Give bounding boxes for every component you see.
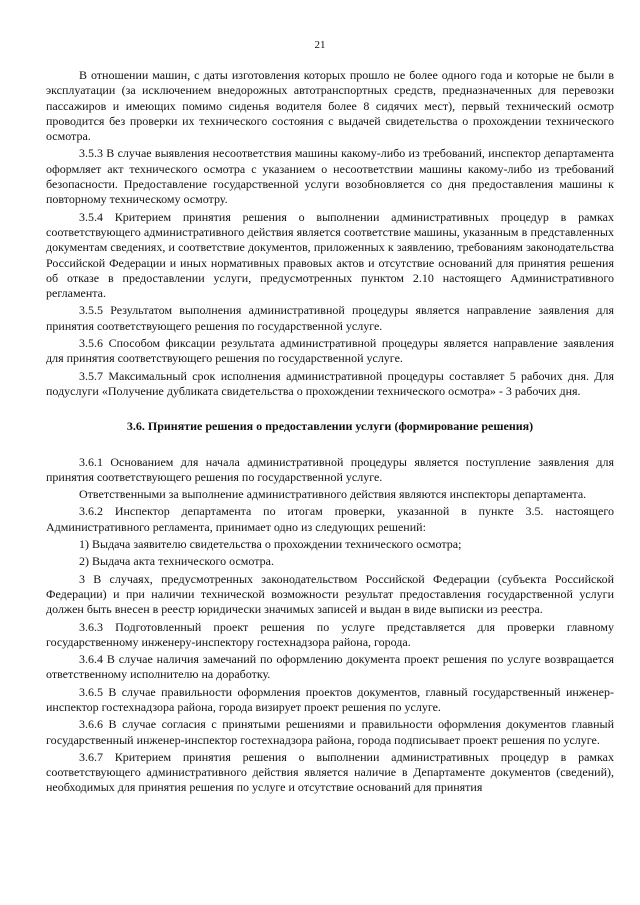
section-heading: 3.6. Принятие решения о предоставлении услуги (формирование решения) xyxy=(126,419,534,434)
paragraph-3-6-7: 3.6.7 Критерием принятия решения о выполнении административных процедур в рамках соответствующего административного действия является наличие в Департаменте документов (сведений), необходимых для принятия решения по услуге и отсутствие оснований для принятия xyxy=(46,749,614,795)
paragraph-3-6-2: 3.6.2 Инспектор департамента по итогам проверки, указанной в пункте 3.5. настоящего Административного регламента, принимает одно из следующих решений: xyxy=(46,504,614,534)
paragraph-3-5-4: 3.5.4 Критерием принятия решения о выполнении административных процедур в рамках соответствующего административного действия является соответствие машины, указанным в представленных документам сведениях, и соответствие документов, приложенных к заявлению, требованиям законодательства Российской Федерации и иных нормативных правовых актов и отсутствие оснований для принятия решения об отказе в предоставлении услуги, предусмотренных пунктом 2.10 настоящего Административного регламента. xyxy=(46,209,614,301)
paragraph-3-5-3: 3.5.3 В случае выявления несоответствия машины какому-либо из требований, инспектор департамента оформляет акт технического осмотра с указанием о несоответствии машины какому-либо из требований безопасности. Предоставление государственной услуги возобновляется со дня предоставления машины к повторному техническому осмотру. xyxy=(46,146,614,207)
paragraph-3-6-1: 3.6.1 Основанием для начала административной процедуры является поступление заявления для принятия соответствующего решения по государственной услуге. xyxy=(46,454,614,484)
paragraph-registry: 3 В случаях, предусмотренных законодательством Российской Федерации (субъекта Российской Федерации) и при наличии технической возможности результат предоставления государственной услуги должен быть внесен в реестр юридически значимых записей и выдан в виде выписки из реестра. xyxy=(46,571,614,617)
list-item-2: 2) Выдача акта технического осмотра. xyxy=(79,554,274,569)
paragraph-3-5-7: 3.5.7 Максимальный срок исполнения административной процедуры составляет 5 рабочих дня. Для подуслуги «Получение дубликата свидетельства о прохождении технического осмотра» - 3 рабочих дня. xyxy=(46,368,614,398)
paragraph-3-6-5: 3.6.5 В случае правильности оформления проектов документов, главный государственный инженер-инспектор гостехнадзора района, города визирует проект решения по услуге. xyxy=(46,684,614,714)
page-number: 21 xyxy=(314,39,326,51)
paragraph: В отношении машин, с даты изготовления которых прошло не более одного года и которые не были в эксплуатации (за исключением внедорожных автотранспортных средств, предназначенных для перевозки пассажиров и имеющих помимо сиденья водителя более 8 сидячих мест), первый технический осмотр проводится без проверки их технического состояния с выдачей свидетельства о прохождении технического осмотра. xyxy=(46,68,614,144)
paragraph-3-5-6: 3.5.6 Способом фиксации результата административной процедуры является направление заявления для принятия соответствующего решения по государственной услуге. xyxy=(46,336,614,366)
list-item-1: 1) Выдача заявителю свидетельства о прохождении технического осмотра; xyxy=(79,537,462,552)
paragraph-3-5-5: 3.5.5 Результатом выполнения административной процедуры является направление заявления для принятия соответствующего решения по государственной услуге. xyxy=(46,303,614,333)
paragraph-3-6-4: 3.6.4 В случае наличия замечаний по оформлению документа проект решения по услуге возвращается ответственному исполнителю на доработку. xyxy=(46,652,614,682)
paragraph-3-6-3: 3.6.3 Подготовленный проект решения по услуге представляется для проверки главному государственному инженеру-инспектору гостехнадзора района, города. xyxy=(46,619,614,649)
page-content xyxy=(46,68,614,798)
paragraph-3-6-6: 3.6.6 В случае согласия с принятыми решениями и правильности оформления документов главный государственный инженер-инспектор гостехнадзора района, города подписывает проект решения по услуге. xyxy=(46,717,614,747)
paragraph-responsible: Ответственными за выполнение административного действия являются инспекторы департамента. xyxy=(79,487,587,502)
